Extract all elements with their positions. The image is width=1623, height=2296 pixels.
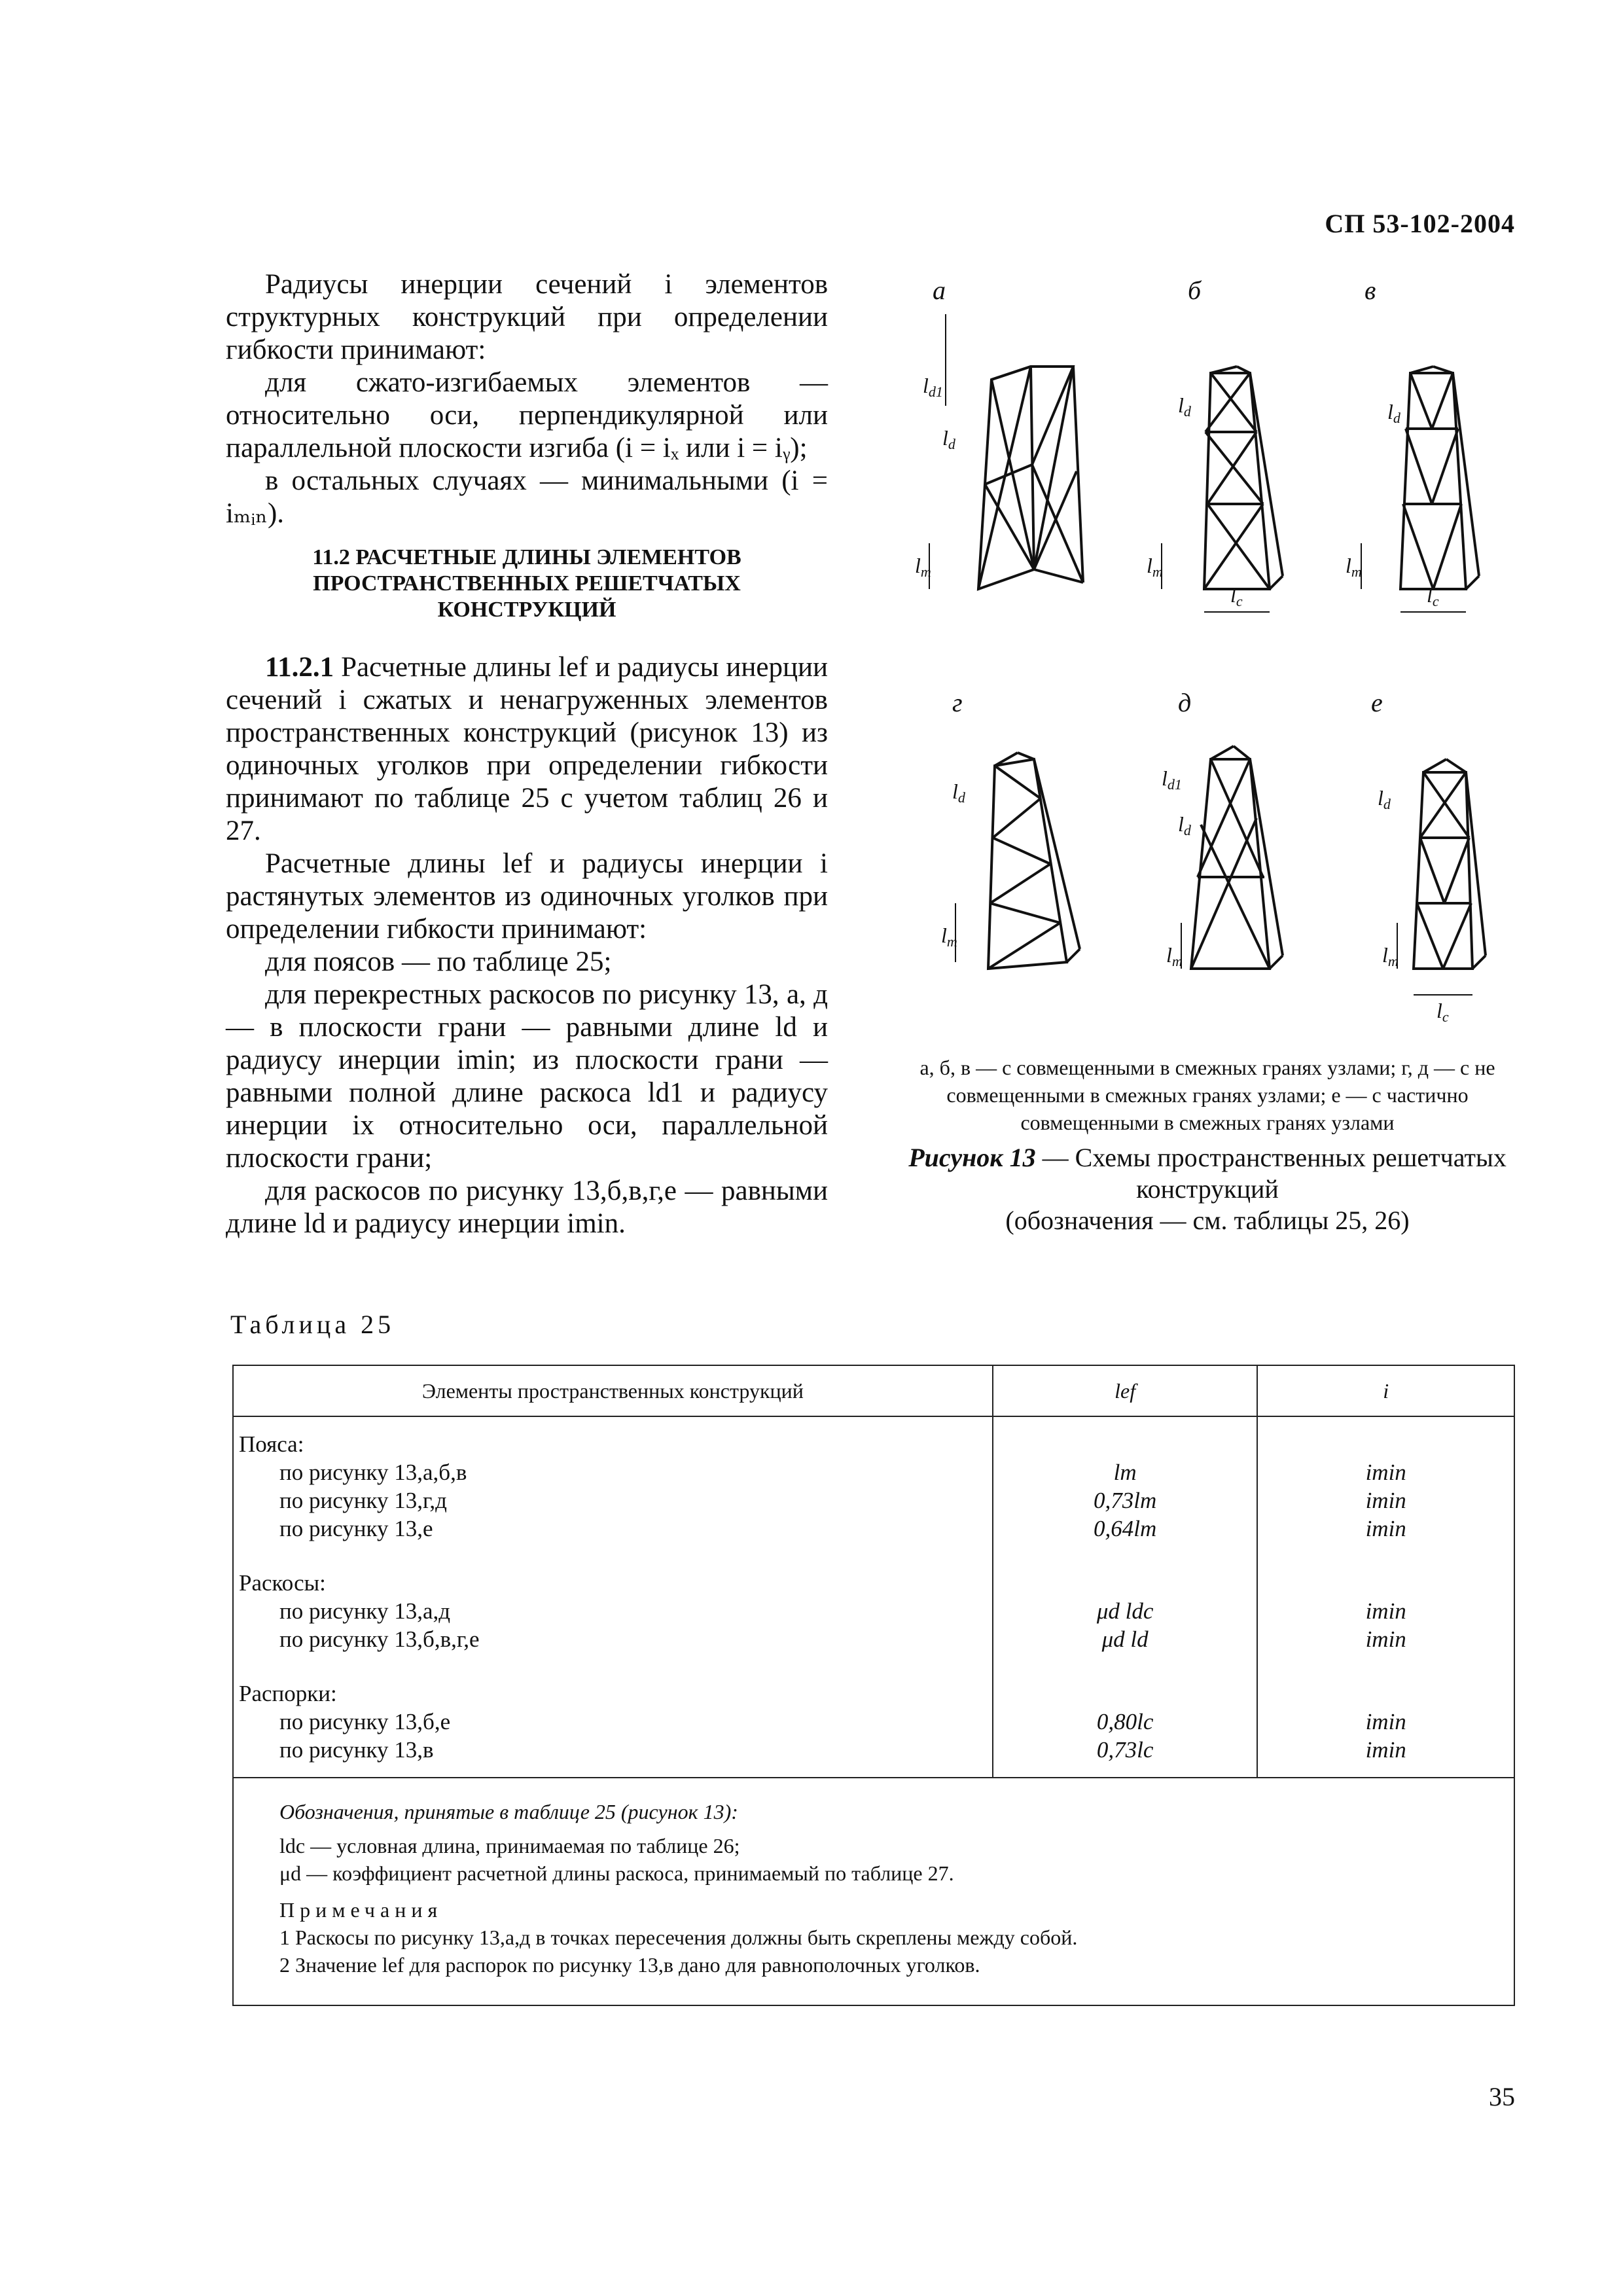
row-i: imin xyxy=(1365,1626,1406,1652)
fig-label-g: г xyxy=(952,688,963,717)
paragraph-chords: для поясов — по таблице 25; xyxy=(265,946,612,977)
dim-lm-e: lm xyxy=(1382,943,1399,969)
table-25 xyxy=(232,1365,1515,2006)
dim-lm-d: lm xyxy=(1166,943,1183,969)
table-row-chords xyxy=(233,1416,1514,1556)
dim-lm-v: lm xyxy=(1346,554,1362,580)
left-column-top xyxy=(226,268,828,530)
paragraph-bending: для сжато-изгибаемых элементов — относительно оси, перпендикулярной или параллельной плоскости изгиба (i = iₓ или i = iᵧ); xyxy=(226,367,828,463)
tower-a xyxy=(978,367,1083,589)
row-label: по рисунку 13,г,д xyxy=(279,1488,447,1513)
table-header-row xyxy=(233,1365,1514,1416)
remarks-title: Примечания xyxy=(279,1898,443,1922)
dim-ld1-d: ld1 xyxy=(1162,766,1182,793)
row-lef: lm xyxy=(1113,1460,1137,1485)
row-label: по рисунку 13,а,д xyxy=(279,1598,451,1624)
dim-ld-b: ld xyxy=(1178,393,1191,420)
fig-label-v: в xyxy=(1364,276,1376,305)
group-name: Пояса: xyxy=(239,1431,304,1457)
paragraph-braces: для раскосов по рисунку 13,б,в,г,е — равными длине ld и радиусу инерции imin. xyxy=(226,1175,828,1239)
row-label: по рисунку 13,а,б,в xyxy=(279,1460,467,1485)
dim-lm-a: lm xyxy=(915,554,931,580)
dim-ld-e: ld xyxy=(1378,786,1391,812)
header-lef: lef xyxy=(993,1365,1258,1416)
row-lef: 0,64lm xyxy=(1093,1516,1157,1541)
figure-title xyxy=(903,1142,1512,1236)
remark: 1 Раскосы по рисунку 13,а,д в точках пересечения должны быть скреплены между собой. xyxy=(279,1926,1078,1949)
fig-label-e: е xyxy=(1371,688,1383,717)
tower-g xyxy=(988,753,1080,969)
table-notes-row xyxy=(233,1778,1514,2005)
left-column-bottom xyxy=(226,651,828,1240)
figure-caption: а, б, в — с совмещенными в смежных гранях узлами; г, д — с не совмещенными в смежных гранях узлами; е — с частично совмещенными в смежных гранях узлами xyxy=(919,1056,1495,1134)
fig-label-a: а xyxy=(933,276,946,305)
dim-ld-d: ld xyxy=(1178,812,1191,838)
header-elements: Элементы пространственных конструкций xyxy=(233,1365,993,1416)
clause-11-2-1 xyxy=(226,651,828,848)
figure-number: Рисунок 13 xyxy=(908,1143,1036,1172)
dim-ld-g: ld xyxy=(952,780,965,806)
table-row-struts xyxy=(233,1666,1514,1778)
row-lef: μd ld xyxy=(1101,1626,1149,1652)
lattice-figures xyxy=(903,314,1512,1025)
row-i: imin xyxy=(1365,1460,1406,1485)
row-i: imin xyxy=(1365,1488,1406,1513)
dim-ld1-a: ld1 xyxy=(923,374,943,400)
table-row-braces xyxy=(233,1556,1514,1666)
dim-lc-e: lc xyxy=(1436,999,1449,1025)
figure-title-text: — Схемы пространственных решетчатых конструкций xyxy=(1042,1143,1507,1204)
dim-lc-v: lc xyxy=(1427,583,1439,609)
paragraph-cross-braces: для перекрестных раскосов по рисунку 13, а, д — в плоскости грани — равными длине ld и радиусу инерции imin; из плоскости грани — равными полной длине раскоса ld1 и радиусу инерции ix относительно оси, параллельной плоскости грани; xyxy=(226,979,828,1174)
table-title: Таблица 25 xyxy=(230,1310,395,1339)
row-label: по рисунку 13,б,в,г,е xyxy=(279,1626,480,1652)
group-name: Распорки: xyxy=(239,1681,337,1706)
row-i: imin xyxy=(1365,1709,1406,1734)
row-label: по рисунку 13,е xyxy=(279,1516,433,1541)
dim-lm-b: lm xyxy=(1147,554,1163,580)
remark: 2 Значение lef для распорок по рисунку 13,в дано для равнополочных уголков. xyxy=(279,1953,980,1977)
row-lef: μd ldc xyxy=(1096,1598,1154,1624)
row-lef: 0,73lc xyxy=(1096,1737,1154,1763)
tower-e xyxy=(1414,759,1486,969)
figure-title-sub: (обозначения — см. таблицы 25, 26) xyxy=(1005,1206,1410,1235)
clause-text: Расчетные длины lef и радиусы инерции сечений i сжатых и ненагруженных элементов пространственных конструкций (рисунок 13) из одиночных уголков при определении гибкости принимают по таблице 25 с учетом таблиц 26 и 27. xyxy=(226,652,828,846)
dim-ld-v: ld xyxy=(1387,400,1400,426)
tower-d xyxy=(1191,746,1283,969)
document-code: СП 53-102-2004 xyxy=(1325,209,1515,238)
row-lef: 0,73lm xyxy=(1093,1488,1157,1513)
page-number: 35 xyxy=(1489,2082,1515,2111)
row-label: по рисунку 13,б,е xyxy=(279,1709,451,1734)
header-i: i xyxy=(1257,1365,1514,1416)
dim-lm-g: lm xyxy=(941,924,957,950)
dim-lc-b: lc xyxy=(1230,583,1243,609)
notes-header: Обозначения, принятые в таблице 25 (рисунок 13): xyxy=(279,1800,738,1823)
dim-ld-a: ld xyxy=(942,426,955,452)
tower-v xyxy=(1400,367,1479,589)
section-title: 11.2 РАСЧЕТНЫЕ ДЛИНЫ ЭЛЕМЕНТОВ ПРОСТРАНСТВЕННЫХ РЕШЕТЧАТЫХ КОНСТРУКЦИЙ xyxy=(312,545,741,622)
fig-label-b: б xyxy=(1188,276,1202,305)
group-name: Раскосы: xyxy=(239,1570,326,1596)
row-i: imin xyxy=(1365,1516,1406,1541)
fig-label-d: д xyxy=(1178,688,1192,717)
paragraph-tension: Расчетные длины lef и радиусы инерции i растянутых элементов из одиночных уголков при определении гибкости принимают: xyxy=(226,848,828,944)
clause-number: 11.2.1 xyxy=(265,652,334,683)
tower-b xyxy=(1204,367,1283,589)
note-def: ldc — условная длина, принимаемая по таблице 26; xyxy=(279,1834,740,1857)
row-lef: 0,80lc xyxy=(1096,1709,1154,1734)
row-label: по рисунку 13,в xyxy=(279,1737,434,1763)
paragraph-radii: Радиусы инерции сечений i элементов структурных конструкций при определении гибкости принимают: xyxy=(226,269,828,365)
row-i: imin xyxy=(1365,1737,1406,1763)
row-i: imin xyxy=(1365,1598,1406,1624)
paragraph-other: в остальных случаях — минимальными (i = iₘᵢₙ). xyxy=(226,465,828,529)
note-def: μd — коэффициент расчетной длины раскоса, принимаемый по таблице 27. xyxy=(279,1861,954,1885)
